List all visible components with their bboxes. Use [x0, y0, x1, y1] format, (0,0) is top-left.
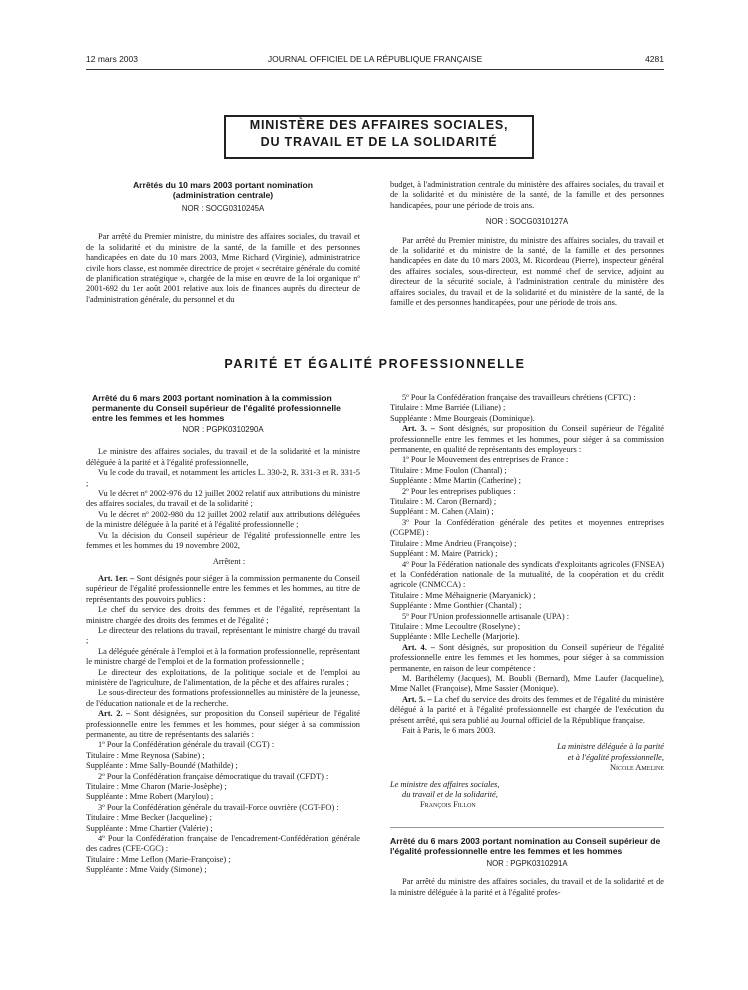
arrete-3-title: Arrêté du 6 mars 2003 portant nomination au Conseil supérieur de l'égalité professionnelle entre les femmes et les hommes: [390, 835, 661, 856]
signature-ministre: [390, 780, 664, 811]
member-education: Le sous-directeur des formations professionnelles au ministère de la jeunesse, de l'éducation nationale et de la recherche.: [86, 688, 360, 708]
arrete-1-subtitle: (administration centrale): [172, 190, 274, 200]
cgpme-titulaire: Titulaire : Mme Andrieu (Françoise) ;: [390, 538, 517, 548]
member-agriculture: Le directeur des exploitations, de la politique sociale et de l'emploi au ministère de l'agriculture, de l'alimentation, de la pêche et des affaires rurales ;: [86, 667, 360, 687]
fait-a-paris: Fait à Paris, le 6 mars 2003.: [402, 726, 496, 735]
article-3: [390, 424, 664, 455]
journal-title: JOURNAL OFFICIEL DE LA RÉPUBLIQUE FRANÇAISE: [267, 54, 483, 64]
article-5-text: La chef du service des droits des femmes et de l'égalité du ministère délégué à la parité et à l'égalité professionnelle est chargée de l'exécution du présent arrêté, qui sera publié au Journal officiel de la République française.: [390, 694, 664, 725]
article-4-names: M. Barthélemy (Jacques), M. Boubli (Bernard), Mme Laufer (Jacqueline), Mme Nallet (Françoise), Mme Sassier (Monique).: [390, 673, 664, 694]
member-droits-femmes: Le chef du service des droits des femmes et de l'égalité, représentant la ministre chargée des droits des femmes et de l'égalité ;: [86, 605, 360, 625]
section-divider: [390, 827, 664, 828]
article-4: [390, 643, 664, 674]
sig1-role-2: et à l'égalité professionnelle,: [567, 752, 664, 762]
org-fo: 3º Pour la Confédération générale du travail-Force ouvrière (CGT-FO) :: [98, 802, 339, 812]
org-fnsea: 4º Pour la Fédération nationale des syndicats d'exploitants agricoles (FNSEA) et la Confédération nationale de la mutualité, de la coopération et du crédit agricole (CNMCCA) :: [390, 559, 664, 590]
arrete-1b-paragraph: Par arrêté du Premier ministre, du ministre des affaires sociales, du travail et de la solidarité et du ministre de la santé, de la famille et des personnes handicapées en date du 10 mars 2003, M. Ricordeau (Pierre), inspecteur général des affaires sociales, sous-directeur, est nommé chef de service, adjoint au directeur de la sécurité sociale, à l'administration centrale du ministère des affaires sociales, du travail et de la solidarité et du ministère de la santé, de la famille et des personnes handicapées, pour une période de trois ans.: [390, 235, 664, 308]
cgc-titulaire: Titulaire : Mme Leflon (Marie-Françoise) ;: [86, 854, 231, 864]
article-2-label: Art. 2. –: [98, 709, 131, 719]
arretent: Arrêtent :: [212, 557, 246, 567]
ministry-heading-box: [224, 115, 534, 159]
sig2-role-2: du travail et de la solidarité,: [402, 790, 498, 800]
visa-intro: Le ministre des affaires sociales, du travail et de la solidarité et la ministre déléguée à la parité et à l'égalité professionnelle,: [86, 447, 360, 467]
org-cgpme: 3º Pour la Confédération générale des petites et moyennes entreprises (CGPME) :: [390, 517, 664, 538]
org-cfdt: 2º Pour la Confédération française démocratique du travail (CFDT) :: [98, 771, 329, 781]
article-4-text: Sont désignés, sur proposition du Conseil supérieur de l'égalité professionnelle entre les femmes et les hommes, pour siéger à sa commission permanente, en raison de leur compétence :: [390, 642, 664, 673]
upper-left-column: [86, 180, 360, 305]
arrete-1-title: Arrêtés du 10 mars 2003 portant nomination: [132, 180, 314, 190]
page-header: [86, 54, 664, 66]
arrete-1-nor: NOR : SOCG0310245A: [181, 204, 265, 213]
org-upa: 5º Pour l'Union professionnelle artisanale (UPA) :: [402, 611, 570, 621]
cgt-titulaire: Titulaire : Mme Reynosa (Sabine) ;: [86, 750, 205, 760]
lower-right-column: [390, 393, 664, 898]
ministry-line-2: DU TRAVAIL ET DE LA SOLIDARITÉ: [260, 135, 498, 149]
fnsea-suppleant: Suppléante : Mme Gonthier (Chantal) ;: [390, 601, 522, 611]
arrete-1b-nor: NOR : SOCG0310127A: [485, 217, 569, 227]
arrete-2-title: Arrêté du 6 mars 2003 portant nomination à la commission permanente du Conseil supérieur de l'égalité professionnelle entre les femmes et les hommes: [92, 393, 341, 423]
fo-titulaire: Titulaire : Mme Becker (Jacqueline) ;: [86, 813, 212, 823]
sig1-name: Nicole Ameline: [609, 763, 664, 773]
pub-titulaire: Titulaire : M. Caron (Bernard) ;: [390, 497, 497, 507]
cfdt-titulaire: Titulaire : Mme Charon (Marie-Josèphe) ;: [86, 782, 227, 791]
article-2: [86, 709, 360, 740]
page-number: 4281: [645, 54, 664, 64]
cgc-suppleant: Suppléante : Mme Vaidy (Simone) ;: [86, 865, 207, 875]
org-cgc: 4º Pour la Confédération française de l'encadrement-Confédération générale des cadres (CFE-CGC) :: [86, 834, 360, 854]
org-cftc: 5º Pour la Confédération française des travailleurs chrétiens (CFTC) :: [402, 393, 636, 402]
member-relations-travail: Le directeur des relations du travail, représentant le ministre chargé du travail ;: [86, 625, 360, 646]
pub-suppleant: Suppléant : M. Cahen (Alain) ;: [390, 507, 494, 517]
upper-right-column: [390, 180, 664, 308]
cftc-suppleant: Suppléante : Mme Bourgeais (Dominique).: [390, 413, 535, 423]
arrete-3-paragraph: Par arrêté du ministre des affaires sociales, du travail et de la solidarité et de la ministre déléguée à la parité et à l'égalité profes-: [390, 877, 664, 897]
article-1: [86, 574, 360, 605]
medef-suppleant: Suppléante : Mme Martin (Catherine) ;: [390, 476, 521, 486]
header-rule: [86, 69, 664, 70]
signature-ministre-deleguee: [390, 742, 664, 773]
member-emploi: La déléguée générale à l'emploi et à la formation professionnelle, représentant le ministre chargé de l'emploi et de la formation professionnelle ;: [86, 646, 360, 667]
section-title: PARITÉ ET ÉGALITÉ PROFESSIONNELLE: [224, 357, 526, 371]
arrete-2-nor: NOR : PGPK0310290A: [182, 425, 264, 434]
visa-decision: Vu la décision du Conseil supérieur de l'égalité professionnelle entre les femmes et les hommes du 19 novembre 2002,: [86, 530, 360, 551]
cftc-titulaire: Titulaire : Mme Barriée (Liliane) ;: [390, 403, 506, 413]
visa-decret-976: Vu le décret nº 2002-976 du 12 juillet 2002 relatif aux attributions du ministre des affaires sociales, du travail et de la solidarité ;: [86, 489, 360, 509]
arrete-1-paragraph: Par arrêté du Premier ministre, du ministre des affaires sociales, du travail et de la solidarité et du ministre de la santé, de la famille et des personnes handicapées en date du 10 mars 2003, Mme Richard (Virginie), administratrice civile hors classe, est nommée directrice de projet « secrétaire générale du comité de planification stratégique », chargée de la mise en œuvre de la loi organique nº 2001-692 du 1er août 2001 relative aux lois de finances auprès du directeur de l'administration générale, du personnel et du: [86, 232, 360, 304]
org-medef: 1º Pour le Mouvement des entreprises de France :: [402, 455, 569, 465]
article-5-label: Art. 5. –: [402, 694, 432, 704]
sig2-name: François Fillon: [420, 800, 476, 810]
issue-date: 12 mars 2003: [86, 54, 138, 64]
article-1-text: Sont désignés pour siéger à la commission permanente du Conseil supérieur de l'égalité professionnelle entre les femmes et les hommes, au titre de représentants des pouvoirs publics :: [86, 573, 361, 604]
visa-decret-980: Vu le décret nº 2002-980 du 12 juillet 2002 relatif aux attributions déléguées de la ministre déléguée à la parité et à l'égalité professionnelle ;: [86, 509, 360, 530]
lower-left-column: [86, 393, 360, 876]
medef-titulaire: Titulaire : Mme Foulon (Chantal) ;: [390, 465, 507, 475]
article-5: [390, 695, 664, 726]
sig2-role-1: Le ministre des affaires sociales,: [390, 779, 500, 789]
fnsea-titulaire: Titulaire : Mme Méhaignerie (Maryanick) ;: [390, 590, 536, 600]
org-entreprises-publiques: 2º Pour les entreprises publiques :: [402, 486, 516, 496]
arrete-3-nor: NOR : PGPK0310291A: [486, 858, 568, 868]
cgpme-suppleant: Suppléant : M. Maire (Patrick) ;: [390, 549, 498, 559]
org-cgt: 1º Pour la Confédération générale du travail (CGT) :: [98, 740, 275, 750]
article-2-text: Sont désignées, sur proposition du Conseil supérieur de l'égalité professionnelle entre les femmes et les hommes, pour siéger à sa commission permanente, au titre de représentants des salariés :: [86, 709, 360, 739]
article-4-label: Art. 4. –: [402, 642, 435, 652]
upa-titulaire: Titulaire : Mme Lecoultre (Roselyne) ;: [390, 621, 521, 631]
cgt-suppleant: Suppléante : Mme Sally-Boundé (Mathilde) ;: [86, 761, 238, 771]
visa-code-travail: Vu le code du travail, et notamment les articles L. 330-2, R. 331-3 et R. 331-5 ;: [86, 468, 360, 488]
article-3-text: Sont désignés, sur proposition du Conseil supérieur de l'égalité professionnelle entre les femmes et les hommes, pour siéger à sa commission permanente, en qualité de représentants des employeurs :: [390, 424, 664, 455]
article-1-label: Art. 1er. –: [98, 573, 135, 583]
upa-suppleant: Suppléante : Mlle Lechelle (Marjorie).: [390, 632, 520, 642]
sig1-role-1: La ministre déléguée à la parité: [557, 742, 664, 752]
arrete-1-continuation: budget, à l'administration centrale du ministère des affaires sociales, du travail et de la solidarité et du ministère de la santé, de la famille et des personnes handicapées, pour une période de trois ans.: [390, 180, 664, 210]
article-3-label: Art. 3. –: [402, 424, 435, 434]
fo-suppleant: Suppléante : Mme Chartier (Valérie) ;: [86, 823, 213, 833]
cfdt-suppleant: Suppléante : Mme Robert (Marylou) ;: [86, 792, 214, 802]
ministry-line-1: MINISTÈRE DES AFFAIRES SOCIALES,: [249, 118, 509, 132]
